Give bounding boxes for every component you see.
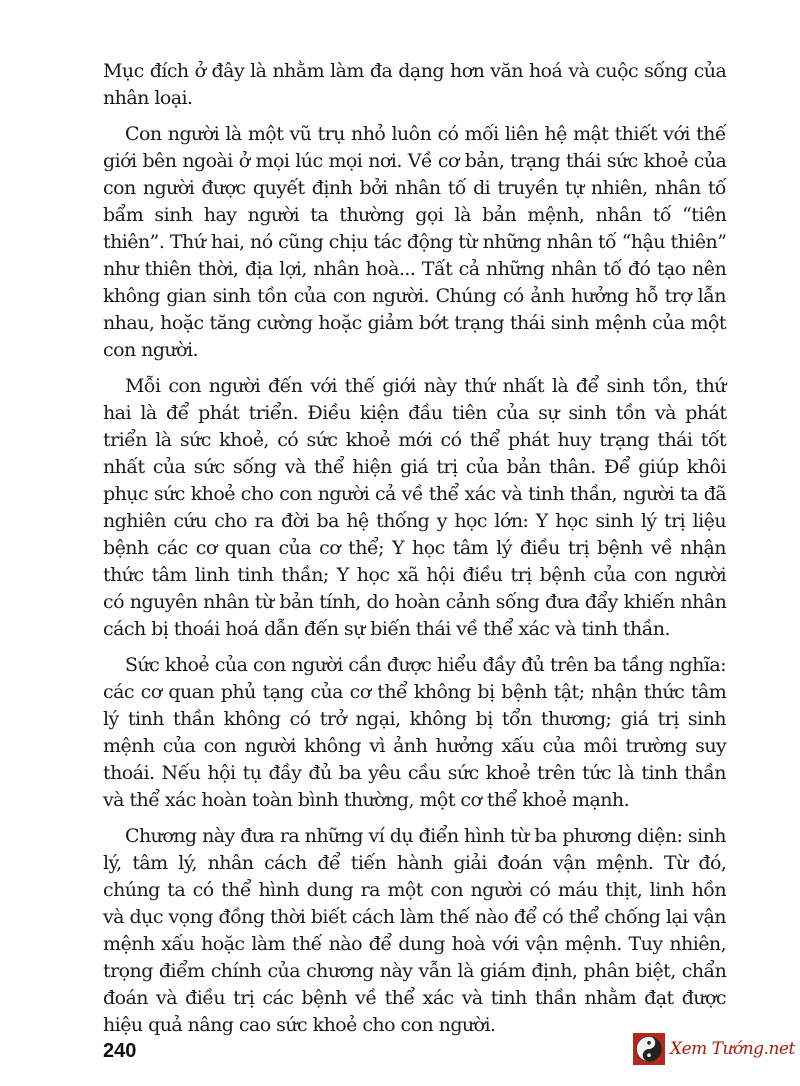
text-line: con người được quyết định bởi nhân tố di truyền tự nhiên, nhân tố [103, 177, 726, 199]
text-line: nhau, hoặc tăng cường hoặc giảm bớt trạng thái sinh mệnh của một [103, 312, 726, 334]
text-line: phục sức khoẻ cho con người cả về thể xác và tinh thần, người ta đã [103, 483, 727, 505]
text-line: và dục vọng đồng thời biết cách làm thế nào để có thể chống lại vận [103, 906, 726, 928]
text-line: cách bị thoái hoá dẫn đến sự biến thái về thể xác và tinh thần. [103, 618, 670, 640]
text-line: như thiên thời, địa lợi, nhân hoà... Tất cả những nhân tố đó tạo nên [103, 258, 727, 280]
text-line: thiên”. Thứ hai, nó cũng chịu tác động từ những nhân tố “hậu thiên” [103, 231, 727, 253]
text-line: trọng điểm chính của chương này vẫn là giám định, phân biệt, chẩn [103, 960, 727, 982]
paragraph [103, 823, 726, 1039]
text-line: Chương này đưa ra những ví dụ điển hình từ ba phương diện: sinh [125, 825, 726, 847]
paragraph [103, 373, 726, 643]
paragraph [103, 652, 726, 814]
text-line: mệnh của con người không vì ảnh hưởng xấu của môi trường suy [103, 735, 727, 757]
text-line: Sức khoẻ của con người cần được hiểu đầy đủ trên ba tầng nghĩa: [125, 654, 726, 676]
text-line: bệnh các cơ quan của cơ thể; Y học tâm lý điều trị bệnh về nhận [103, 537, 726, 559]
text-line: lý tinh thần không có trở ngại, không bị tổn thương; giá trị sinh [103, 708, 726, 730]
text-line: con người. [103, 339, 199, 361]
text-line: nhất của sức sống và thể hiện giá trị của bản thân. Để giúp khôi [103, 456, 726, 478]
text-line: chúng ta có thể hình dung ra một con người có máu thịt, linh hồn [103, 879, 727, 901]
text-line: mệnh xấu hoặc làm thế nào để dung hoà với vận mệnh. Tuy nhiên, [103, 933, 727, 955]
text-line: bẩm sinh hay người ta thường gọi là bản mệnh, nhân tố “tiên [103, 204, 727, 226]
text-line: lý, tâm lý, nhân cách để tiến hành giải đoán vận mệnh. Từ đó, [103, 852, 727, 874]
logo-box [633, 1033, 665, 1065]
text-line: có nguyên nhân từ bản tính, do hoàn cảnh sống đưa đẩy khiến nhân [103, 591, 727, 613]
text-line: và thể xác hoàn toàn bình thường, một cơ thể khoẻ mạnh. [103, 789, 630, 811]
text-line: đoán và điều trị các bệnh về thể xác và tinh thần nhằm đạt được [103, 987, 726, 1009]
watermark-text: Xem Tướng.net [670, 1039, 795, 1059]
text-line: Con người là một vũ trụ nhỏ luôn có mối liên hệ mật thiết với thế [125, 123, 726, 145]
text-line: nhân loại. [103, 87, 193, 109]
text-line: không gian sinh tồn của con người. Chúng có ảnh hưởng hỗ trợ lẫn [103, 285, 726, 307]
text-line: triển là sức khoẻ, có sức khoẻ mới có thể phát huy trạng thái tốt [103, 429, 726, 451]
text-line: hiệu quả nâng cao sức khoẻ cho con người. [103, 1014, 496, 1036]
text-line: thức tâm linh tinh thần; Y học xã hội điều trị bệnh của con người [103, 564, 726, 586]
text-line: nghiên cứu cho ra đời ba hệ thống y học lớn: Y học sinh lý trị liệu [103, 510, 727, 532]
text-line: giới bên ngoài ở mọi lúc mọi nơi. Về cơ bản, trạng thái sức khoẻ của [103, 150, 727, 172]
watermark-logo [633, 1033, 795, 1065]
text-line: các cơ quan phủ tạng của cơ thể không bị bệnh tật; nhận thức tâm [103, 681, 727, 703]
text-line: thoái. Nếu hội tụ đầy đủ ba yêu cầu sức khoẻ trên tức là tinh thần [103, 762, 726, 784]
text-line: Mục đích ở đây là nhằm làm đa dạng hơn văn hoá và cuộc sống của [103, 60, 727, 82]
paragraph [103, 58, 726, 112]
text-line: Mỗi con người đến với thế giới này thứ nhất là để sinh tồn, thứ [125, 375, 726, 397]
page-body [103, 58, 726, 1048]
yin-yang-icon [636, 1036, 662, 1062]
text-line: hai là để phát triển. Điều kiện đầu tiên của sự sinh tồn và phát [103, 402, 727, 424]
page-number: 240 [103, 1040, 137, 1062]
paragraph [103, 121, 726, 364]
